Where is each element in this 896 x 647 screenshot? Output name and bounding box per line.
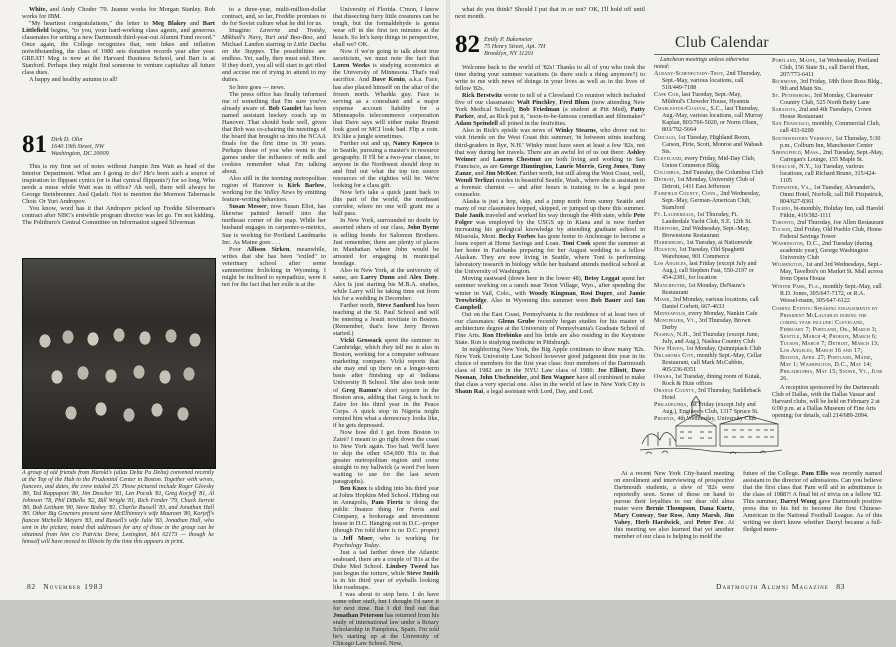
class-number-82: 82 — [455, 31, 480, 58]
club-city: Toronto, — [772, 220, 796, 227]
paragraph: Also in New York, at the university of same, are Larry Dunn and Alex Doty. Alex is just starting his M.B.A. studies, while Larry will be taking time out from his for a wedding in December. — [333, 266, 439, 302]
group-photo — [22, 258, 216, 469]
club-city: Detroit, — [654, 176, 676, 183]
club-entry: Harrisburg, 1st Tuesday, at Nationwide — [654, 240, 753, 247]
left-col-1-top — [22, 6, 215, 84]
club-city: Montpelier, Vt., — [654, 317, 698, 324]
club-entry: Winter Park, Fla., monthly Sept.-May, call R.D. Jones, 305/647-7172, or R.A. Wessel-mann, 305/647-6122 — [772, 283, 882, 304]
club-city: Houston, — [654, 247, 678, 254]
dallas-reception: A reception sponsored by the Dartmouth Club of Dallas, with the Dallas Vassar and Harvard clubs, will be held on February 2 at 6:00 p.m. at a Dallas Museum of Fine Arts opening; for details, call 214/689-2094. — [772, 385, 880, 420]
paragraph: Welcome back to the world of '82s! Thanks to all of you who took the time during your summer vacations (is there such a thing anymore?) to write to me with news of doings in your lives as well as in the lives of fellow '82s. — [455, 64, 645, 93]
club-city: Harrisburg, — [654, 240, 686, 247]
club-intro: Luncheon meetings unless otherwise noted: — [654, 57, 750, 71]
paragraph: You know, word has it that Andropov picked up Freddie Silverman's contract after NBC's erstwhile program director was let go. I'm not kidding. The Politburo's Central Committee on Information signed Silverman — [22, 205, 215, 227]
club-entry: Chicago, 1st Tuesday, Highland Room, Carson, Pirie, Scott, Monroe and Wabash Sts. — [654, 134, 763, 155]
club-city: Chicago, — [654, 134, 677, 141]
club-city: Cleveland, — [654, 155, 683, 162]
paragraph: "My heartiest congratulations," the letter to Meg Blakey and Bart Littlefield begins, "to you, your hard-working class agents, and generous classmates for setting a new Dartmouth third-year-out Alumni Fund record." Once again, the College recognizes that, rent hikes and inflation notwithstanding, the class of 1980 sets donation records year after year. GREAT! Meg is now at the Harvard Business School, and Bart is at Stanford. Perhaps they might find someone to venture capitalize all future class dues. — [22, 20, 215, 77]
paragraph: Poor Allison Sirken, meanwhile, writes that she has been "exiled" to veterinary school after some summertime frolicking in Wyoming. I might be inclined to sympathize, were it not for the fact that her exile is at the — [222, 245, 326, 288]
club-city: Orange County, — [654, 388, 697, 395]
club-entry: Manchester, 1st Monday, DeNauw's Restaurant — [654, 282, 745, 296]
club-city: St. Petersburg, — [772, 93, 813, 100]
left-folio: 82 November 1983 — [27, 582, 104, 591]
club-city: Los Angeles, — [654, 261, 688, 268]
paragraph: White, and Andy Choder '79. Jeanne works for Morgan Stanley. Rob works for IBM. — [22, 6, 215, 21]
paragraph: Just a tad farther down the Atlantic seaboard, there are a couple of '81s at the Duke Med School. Lindsey Tweed has just begun the torture, while Steve Smith is in his third year of eyeballs looking like roadmaps. — [333, 548, 439, 591]
paragraph: Moving eastward (down here in the lower 48), Betsy Leggat spent her summer working on a ranch near Teton Village, Wyo., after spending the winter in Vail, Colo., with Woody Kingman, Rosi Dupre, and Jamie Trowbridge. Also in Wyoming this summer were Bob Bauer and Ian Campbell. — [455, 275, 646, 311]
club-entry: Albany-Schenectady-Troy, 2nd Thursday, Sept.-May, various locations, call 518/449-7188 — [654, 71, 762, 92]
club-city: Toledo, — [772, 205, 793, 212]
club-entry: Miami, 3rd Monday, various locations, call Daniel Corbett, 667-4633 — [654, 296, 759, 310]
paragraph: Ben Knox is sliding into his third year at Johns Hopkins Med School. Hiding out in Annapolis, Pam Fiertz is doing the public finance thing for Ferris and Company, a brokerage and investment house in D.C. Hanging out in D.C.-proper (though I'm told there is no D.C. proper) is Jeff Moer, who is working for Psychology Today. — [333, 485, 439, 549]
paragraph: Now let's take a quick jaunt back to this part of the world, the northeast corridor, where no one will grant me a half pass. — [333, 189, 439, 218]
club-city: Albany-Schenectady-Troy, — [654, 71, 725, 78]
club-city: New Haven, — [654, 345, 685, 352]
paragraph: Now how did I get from Boston to Zaire? I meant to go right down the coast to New York again. Too bad. We'll have to skip the other 654,000 '81s in that greater metropolitan region and come straight to my ballwick (a word I've been waiting to use for the last seven paragraphs). — [333, 428, 439, 486]
club-city: Philadelphia, — [654, 402, 689, 409]
club-entry: New Haven, 1st Monday, Quinnipiack Club — [654, 345, 762, 352]
club-entry: Columbus, 2nd Tuesday, the Columbus Club — [654, 169, 764, 176]
club-city: Oklahoma City, — [654, 352, 696, 359]
club-entry: Southwestern Vermont, 1st Thursday, 5:30 p.m., Colburn Inn, Manchester Center — [772, 135, 881, 149]
paragraph: Vicki Grossack spent the summer in Cambridge, which they tell me is also in Boston, working for a computer software marketing company. Vicki reports that she may end up there on a longer-term basis after finishing up at Indiana University B School. She also took note of Greg Ramm's short sojourn in the Boston area, adding that Greg is back to Zaire for his third year in the Peace Corps. A quick stop in Nigeria might remind him what a democracy looks like, if he gets depressed. — [333, 337, 440, 429]
club-entry: Cleveland, every Friday, Mid-Day Club, Union Commerce Bldg. — [654, 155, 756, 169]
paragraph: Further out and up, Nancy Kopsco is in Seattle, pursuing a master's in resource geography. If I'll be a two-year clause, to anyone in the Northwest should drop in and find out what the top ten source resources of the eighties will be. We're looking for a class gift. — [333, 139, 439, 190]
class-81-address: Dirk D. Olin 1640 19th Street, NW Washington, DC 20009 — [51, 136, 109, 157]
club-entry: Ft. Lauderdale, 1st Thursday, Ft. Lauderdale Yacht Club, S.E. 12th St. — [654, 212, 752, 226]
right-col-1-top — [455, 6, 645, 20]
club-city: San Francisco, — [772, 121, 811, 128]
club-entry: Charleston-Coastal, S.C., last Thursday, Aug.-May, various locations, call Murray Kaplan, 803/766-5020, or Norm Olsen, 803/792-5664 — [654, 106, 763, 134]
club-city: Richmond, — [772, 79, 799, 86]
left-col-2 — [222, 6, 326, 288]
club-entry: Omaha, 1st Tuesday, dining room of Kutak, Rock & Huie offices — [654, 374, 761, 388]
paragraph: I was about to stop here. I do have some other stuff, but I thought I'd save it for next time. But I did find out that Jonathan Peterson has returned from his study of international law under a Rotary Scholarship in Pamplona, Spain. I'm told he's starting up at the University of Chicago Law School. Now, — [333, 590, 439, 647]
left-col-3 — [333, 6, 439, 647]
club-calendar-title: Club Calendar — [675, 34, 769, 51]
paragraph: Susan Messer, now Susan Eliot, has likewise painted herself into the northeast corner of the map. While her husband engages in carpenter-o-metrics, Sue is working for Portland Landmarks Inc. As Maine goes . . . — [222, 203, 326, 246]
club-entry: Sarasota, 2nd and 4th Tuesdays, Crown House Restaurant — [772, 107, 872, 121]
paragraph: Now if we're going to talk about true asceticism, we must note the fact that Loren Weeks is studying economics at the University of Minnesota. That's real sacrifice. And Dave Kenin, a.k.a. Face, has also placed himself on the altar of the frozen north. Whadda guy. Face is serving as a consultant and a major expense account liability for a Minneapolis telecommerce corporation that Dave says will either make Bramit look good or MCI look bad. Flip a coin. It's like a jungle sometimes. — [333, 48, 440, 140]
college-buildings-sketch — [640, 396, 782, 456]
club-entry: Oklahoma City, monthly Sept.-May, Cellar Restaurant, call Mark McCubbin, 405/236-8351 — [654, 352, 762, 374]
club-city: Tucson, — [772, 227, 793, 234]
club-city: Sarasota, — [772, 107, 798, 114]
club-city: Tidewater, Va., — [772, 184, 812, 191]
club-entry: Tidewater, Va., 1st Tuesday, Alexander's, Omni Hotel, Norfolk, call Bill Fitzpatrick, 804/627-8361 — [772, 184, 884, 205]
photo-caption: A group of old friends from Harold's (alias Delta Pu Delta) convened recently at the Top of the Hub in the Prudential Center in Boston. Together with wives, fiancees, and dates, the crew totaled 25. Those pictured include Roger Glovsky '80, Ted Rappaport '80, Jim Doscher '81, Len Pocsik '81, Greg Korjeff '81, Al Johnson '78, Phil DiBello '82, Bill Wright '81, Rich Fender '79, Chuck Jarrett '80, Bob Leitham '80, Steve Bisbey '81, Charlie Russell '83, and Jonathan Hall '80. Other Big Greeners present were McElhinney's wife Maureen '80, Korjeff's fiancee Michelle Meyers '83, and Russell's wife Julie '83. Jonathan Hall, who sent in the picture, noted that addresses for any of those in the group can be obtained from him c/o Patricia Drew, Lexington, MA 02173 — though he himself will have moved to Illinois by the time this appears in print. — [22, 470, 214, 546]
club-entry: St. Petersburg, 3rd Monday, Clearwater Country Club, 525 North Betty Lane — [772, 93, 874, 107]
paragraph: what do you think? Should I put that in or not? OK, I'll hold off until next month. — [455, 6, 645, 21]
club-city: Southwestern Vermont, — [772, 135, 834, 142]
left-col-1-bottom — [22, 163, 215, 226]
paragraph: In New York, surrounded no doubt by assorted others of our class, John Byrne is selling bonds for Salomon Brothers. Just remember, there are plenty of places in Manhattan where John would be arrested for engaging in municipal bondage. — [333, 217, 439, 267]
paragraph: In neighboring New York, the Big Apple continues to draw many '82s. New York University Law School however good judgment this year in its choice of members for the first year class: four members of the Dartmouth class of 1982 are in the NYU Law class of 1986: Joe Elliott, Dave Noonan, John Utschneider, and Ben Wagner have all combined to make that class a very special one. Also in the world of law in New York City is Shaun Rai, a legal assistant with Lord, Day, and Lord. — [455, 345, 646, 396]
club-entry: Tucson, 2nd Friday, Old Pueblo Club, Home Federal Savings Tower — [772, 227, 882, 241]
right-bottom-mid: At a recent New York City-based meeting on enrollment and interviewing of prospective Dartmouth students, a slew of '82s were reportedly seen. Some of those on hand to pursue their loyalties to our dear old alma mater were Bernie Thompson, Dana Kurtz, Mary Conway, Sue Ross, Amy Marsh, Jim Vahey, Herb Hardwick, and Peter Fee. At this meeting we also learned that yet another member of our class is helping to mold the — [614, 470, 735, 541]
club-entry: Fairfield County, Conn., 2nd Wednesday, Sept.-May, German-American Club, Stamford — [654, 190, 760, 211]
club-entry: Wilmington, 1st and 3rd Wednesdays, Sept.-May, Tavelboi's on Market St. Mall across from Opera House — [772, 262, 884, 283]
club-city: Wilmington, — [772, 262, 805, 269]
paragraph: Rick Berstwitz wrote to tell of a Cleveland Co reunion which included five of our classmates: Walt Pinchley, Fred Blum (now attending New York Medical School), Bob Friedman (a student at Pitt Med), Patty Parker, and, as Rick put it, "soon-to-be-famous comedian and filmmaker" Adam Speindell all joined in the festivities. — [455, 92, 645, 128]
club-city: Phoenix, — [654, 416, 676, 423]
club-city: Springfield, Mass., — [772, 149, 822, 156]
binding-gutter — [446, 0, 450, 600]
club-city: Nashua, N.H., — [654, 331, 692, 338]
club-listing-left — [654, 57, 764, 423]
club-entry: Montpelier, Vt., 3rd Thursday, Brown Derby — [654, 317, 751, 331]
club-entry: Los Angeles, last Friday (except July and Aug.), call Stephen Fast, 550-2197 or 454-2381, for location — [654, 261, 757, 282]
paragraph: Also in Rick's epistle was news of Winky Stearns, who drove out to visit friends on the West Coast this summer, 'in between stints teaching third-graders in Rye, N.H.' Winky must have seen at least a few '82s, not that way during her travels. There are an awful lot of us out there: Ashley Weimer and Lauren Chestnut are both living and working in San Francisco, as are George Huntington, Laurie Morris, Greg Jones, Tony Zanze, and Jim McKee. Farther north, but still along the West Coast, well, Wendi Terlizzi resides in beautiful Seattle, Wash., where she is assistant to a forensic chemist — and after hours is training to be a legal peer counselor. — [455, 127, 645, 198]
club-city: Washington, D.C., — [772, 241, 821, 248]
club-entry: Springfield, Mass., 2nd Tuesday, Sept.-May, Carregan's Lounge, 155 Maple St. — [772, 149, 884, 163]
club-entry: Orange County, 3rd Thursday, Saddleback Hotel — [654, 388, 761, 402]
paragraph: So here goes — news. — [229, 83, 286, 91]
club-entry: Toledo, bi-monthly, Holiday Inn, call Harold Fitkin, 419/382-1111 — [772, 205, 884, 220]
club-entry: Nashua, N.H., 3rd Thursday (except June, July, and Aug.), Nashua Country Club — [654, 331, 759, 345]
club-entry: Cape Cod, last Tuesday, Sept.-May, Mildred's Chowder House, Hyannis — [654, 92, 750, 106]
club-entry: Philadelphia, 1st Friday (except July and Aug.), Engineers Club, 1317 Spruce St. — [654, 402, 759, 416]
club-city: Miami, — [654, 296, 672, 303]
class-82-address: Emily P. Bakemeier 75 Henry Street, Apt. 7H Brooklyn, NY 11201 — [484, 36, 546, 57]
club-city: Manchester, — [654, 282, 687, 289]
club-entry: Detroit, 1st Monday, University Club of Detroit, 1411 East Jefferson — [654, 176, 755, 190]
paragraph: Also still in the teeming metropolitan region of Hanover is Kirk Barlow, working for the Valley News by emitting feature-writing behaviors. — [222, 175, 327, 204]
club-city: Winter Park, Fla., — [772, 283, 822, 290]
class-81-heading — [22, 130, 215, 161]
paragraph: Out on the East Coast, Pennsylvania is the residence of at least two of our classmates: Glenn Grube recently began studies for his master of architecture degree at the University of Pennsylvania's Graduate School of Fine Arts. Ron Hrebinko and his bride are also residing in the Keystone State. Ron is studying medicine in Pittsburgh. — [455, 310, 645, 346]
club-listing-right — [772, 58, 884, 420]
club-entry: Washington, D.C., 2nd Tuesday (during academic year), George Washington University Club — [772, 241, 873, 262]
class-number-81: 81 — [22, 131, 47, 158]
paragraph: This is my first set of notes without Jumpin Jim Watt as head of the Interior Department. What am I going to do? He's been such a source of inspiration to flippant cynics (or is that cynical flippants?) for so long. Who needs a muse while Watt was in office? Ah well, there will always be George Steinbrenner. And Qadafi. Not to mention the Mormon Tabernacle Choir. Or Yuri Andropov. — [22, 163, 215, 206]
club-city: Portland, Maine, — [772, 58, 817, 64]
club-city: Columbus, — [654, 169, 681, 176]
club-entry: Toronto, 2nd Thursday, Joe Allen Restaurant — [772, 220, 884, 227]
club-city: Minneapolis, — [654, 310, 687, 317]
coming-events: Coming Events: Speaking engagements by President McLaughlin during the coming year include: Cleveland, February 7; Portland, Or., March 3; Seattle, March 4; Phoenix, March 6; Tucson, March 7; Detroit, March 13; Los Angeles, March 16 and 17; Boston, April 27; Portland, Maine, May 1; Washington, D.C., May 14; Philadelphia, May 15; Snowe, Vt., June 26. — [772, 305, 883, 383]
club-city: Syracuse, N.Y., — [772, 163, 813, 170]
club-entry: San Francisco, monthly, Commercial Club, call 433-0200 — [772, 121, 881, 135]
paragraph: Alaska is just a hop, skip, and a jump north from sunny Seattle and many of our classmates hopped, skipped, or jumped up there this summer. Dale Janik traveled and worked his way through the 49th state, while Pete Folger was employed by the USGS up in Kiana and is now further increasing his geological knowledge by attending graduate school in Missoula, Mont. Becky Forbes has gone home to Anchorage to become a loans expert at Home Savings and Loan. Toni Cook spent the summer at her home in Fairbanks preparing for her August wedding to a fellow Alaskan. They are now living in Seattle, where Toni is performing laboratory research in biology while her husband attends medical school at the University of Washington. — [455, 197, 645, 276]
club-city: Ft. Lauderdale, — [654, 212, 696, 219]
paragraph: A happy and healthy autumn to all! — [29, 76, 118, 84]
paragraph: Imagine: Laverne and Trotsky, Mikhail's Navy, Yuri and Boo-Boo, and Michael Landon starring in Little Dacha on the Steppes. The possibilities are endless. Yet, sadly, they must end. Here. If they don't, you all will start to get riled and accuse me of trying to attend to my duties. — [222, 27, 327, 84]
club-city: Omaha, — [654, 374, 674, 381]
club-entry: Portland, Maine, 1st Wednesday, Portland Club, 156 State St., call David Hunt, 207/773-6411 — [772, 58, 879, 79]
club-entry: Minneapolis, every Monday, Nankin Cafe — [654, 310, 758, 317]
paragraph: The press office has finally informed me of something that I'm sure you've already aware of. Bob Gaudet has been named assistant hockey coach up in Hanover. That should bode well, given that Bob was co-chairing the meetings of the board that brought us into the NCAA finals for the first time in 30 years. Perhaps those of you who went to the games under the influence of milk and cookies remember what I'm talking about. — [222, 90, 326, 176]
paragraph: Farther north, Steve Sanford has been teaching at the St. Paul School and will be entering a Jesuit novitiate in Boston. (Remember, that's how Jerry Brown started.) — [333, 301, 440, 338]
right-folio: Dartmouth Alumni Magazine 83 — [716, 582, 846, 591]
club-entry: Richmond, 3rd Friday, 18th floor Ross Bldg., 9th and Main Sts. — [772, 79, 883, 93]
right-col-1-body — [455, 64, 645, 395]
club-entry: Syracuse, N.Y., 1st Tuesday, various locations, call Richard Bruno, 315/424-1105 — [772, 163, 877, 184]
paragraph: University of Florida. C'mon, I know that dissecting furry little creatures can be tough, but the formaldehyde is gonna wear off in the first ten minutes at the beach. So let's keep things in perspective, shall we? OK. — [333, 6, 439, 49]
club-city: Charleston-Coastal, S.C., — [654, 106, 724, 113]
club-city: Hartford, — [654, 226, 681, 233]
club-city: Fairfield County, Conn., — [654, 190, 719, 197]
club-title-rule — [654, 54, 880, 55]
paragraph: to a three-year, multi-million-dollar contract, and, so far, Freddie promises to do for Soviet culture what he did for us. — [222, 6, 326, 28]
club-entry: Phoenix, 4th Wednesday, University Club — [654, 416, 757, 423]
club-city: Cape Cod, — [654, 92, 681, 99]
class-82-heading — [455, 30, 645, 61]
right-bottom-right: future of the College. Pam Ellis was recently named assistant to the director of admissions. Can you believe that the first class that Pam will aid in admittance is the class of 1988?! A final bit of trivia on a fellow '82. This summer, Darryl Wong gave Dartmouth positive press due to his bid to become the first Chinese-American in the National Football League. As of this writing we don't know whether Darryl became a full-fledged mem- — [743, 470, 883, 534]
club-entry: Hartford, 2nd Wednesday, Sept.-May, Brownstone Restaurant — [654, 226, 750, 240]
club-entry: Houston, 1st Tuesday, Old Spaghetti Warehouse, 901 Commerce — [654, 247, 745, 261]
